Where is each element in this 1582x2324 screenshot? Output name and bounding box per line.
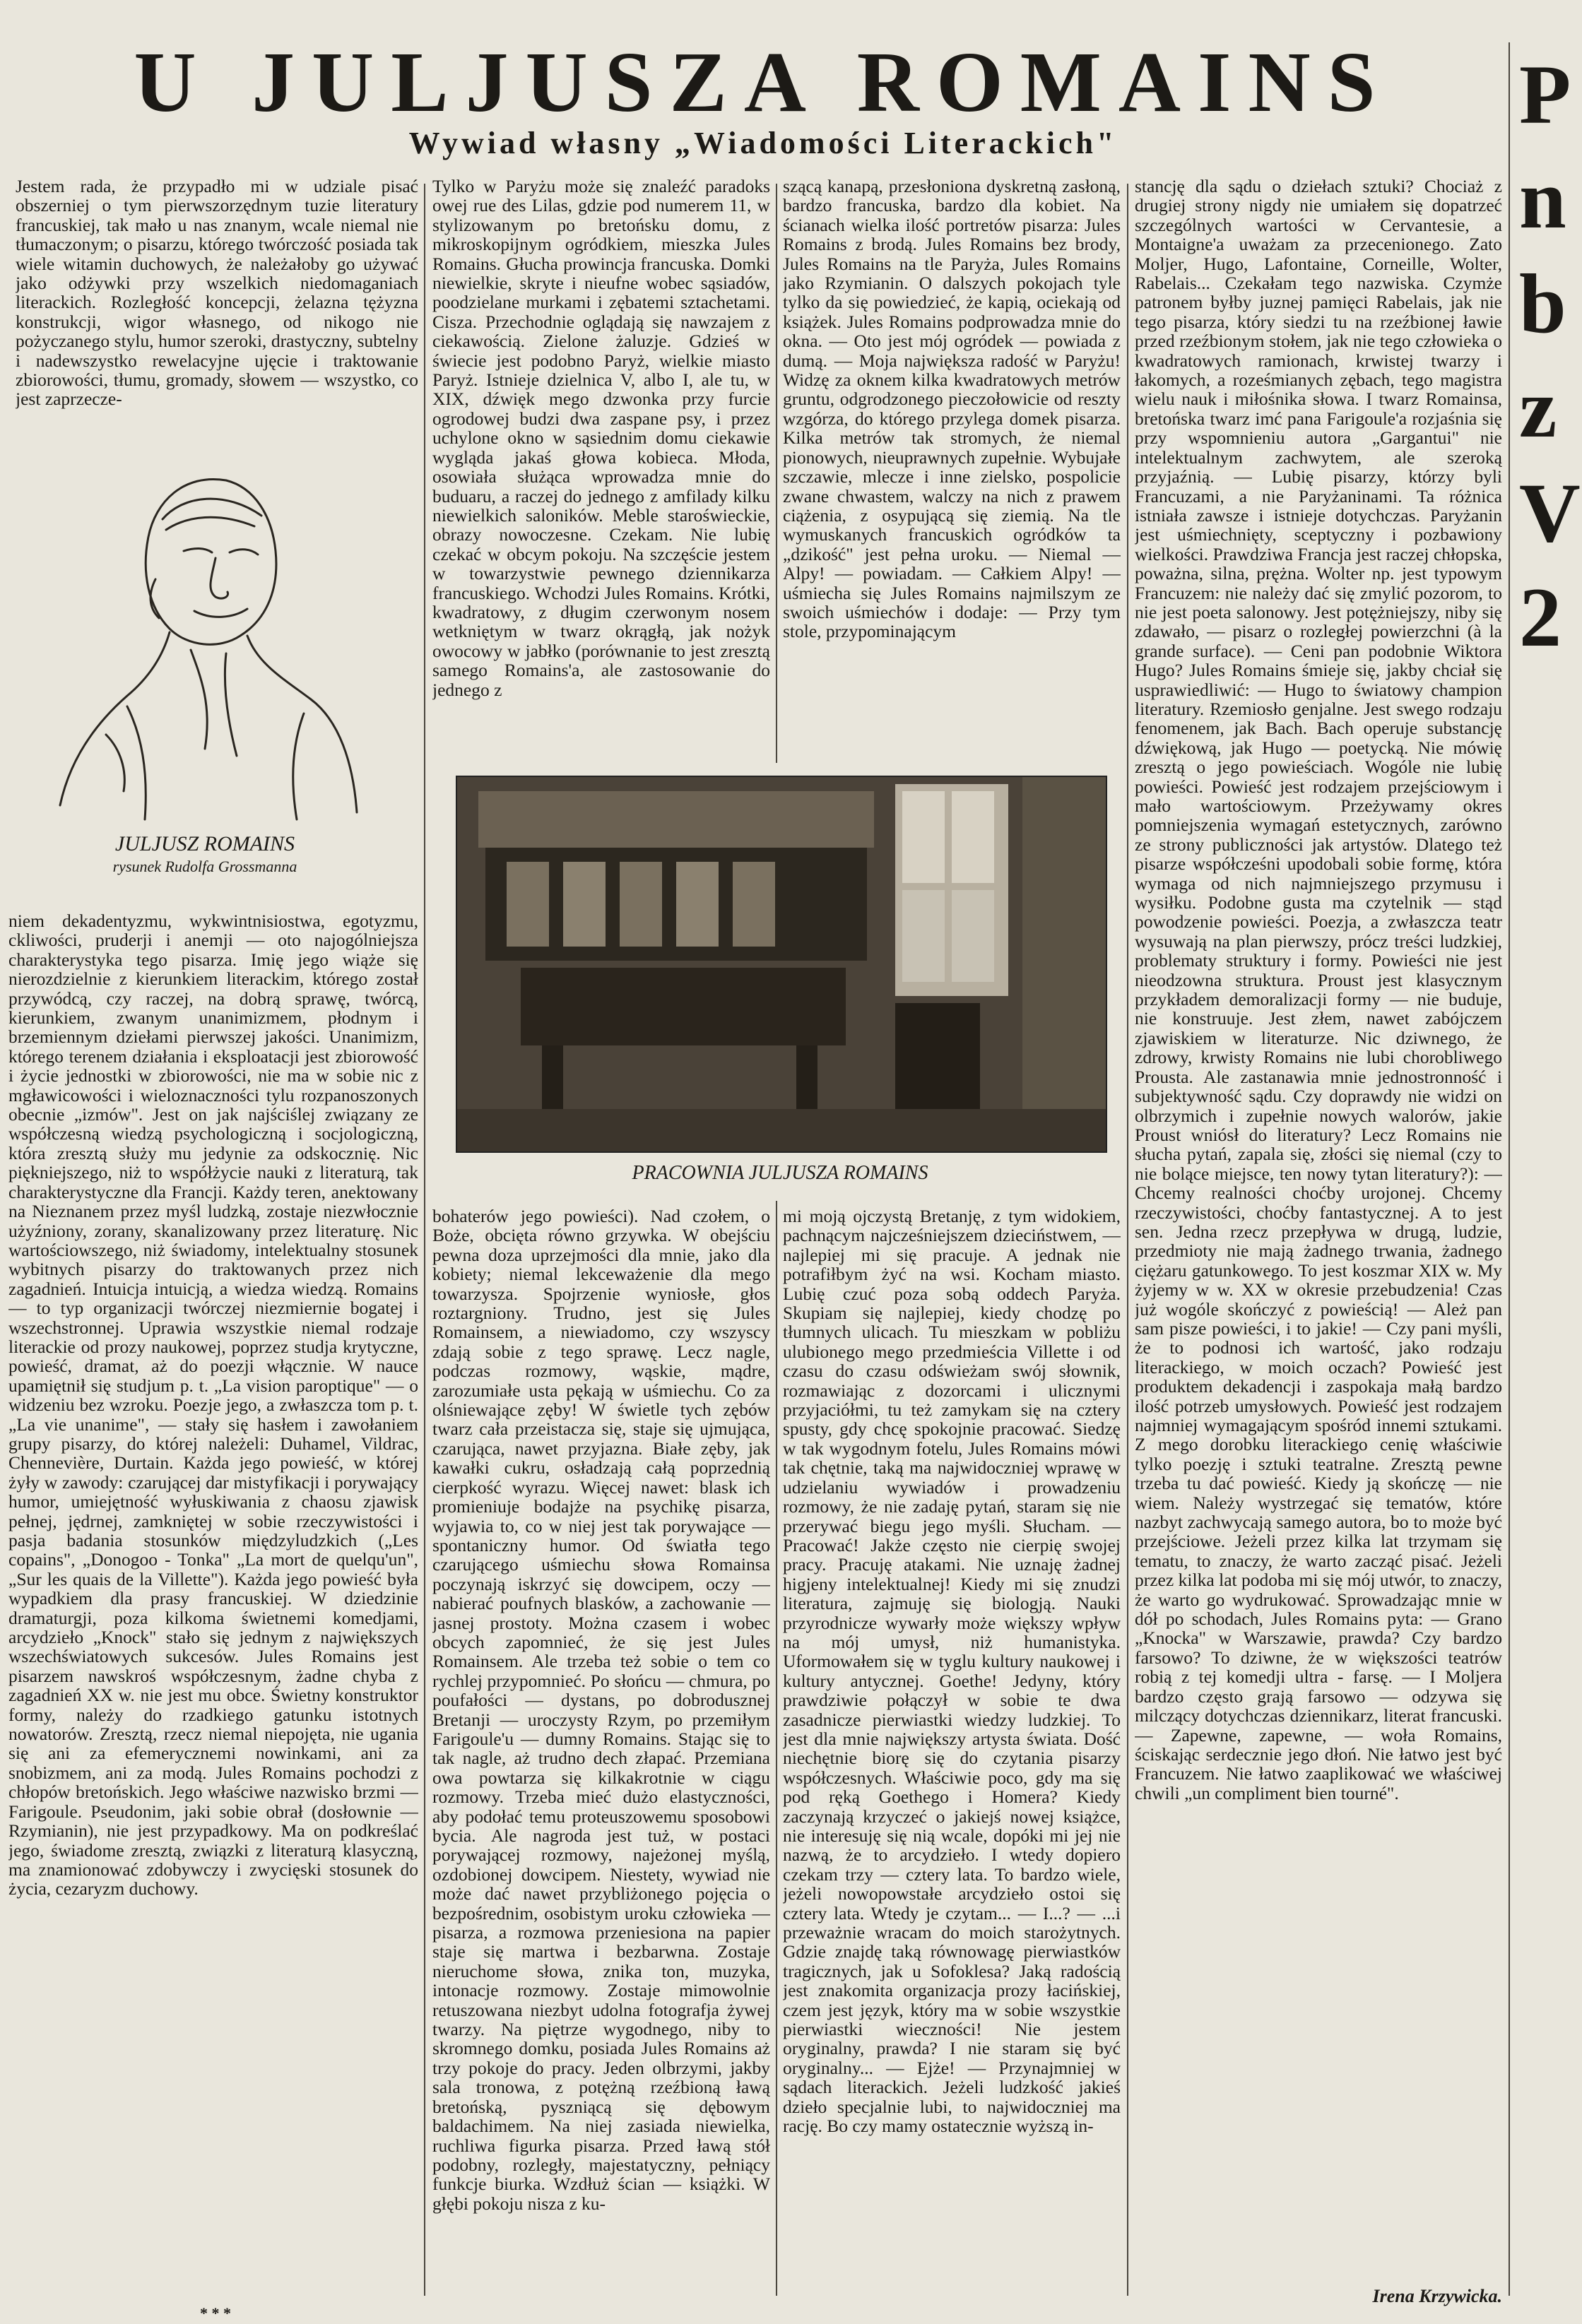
paragraph: Tylko w Paryżu może się znaleźć paradoks owej rue des Lilas, gdzie pod numerem 11, w stylizowanym po bretońsku domu, z mikroskopijnym ogródkiem, mieszka Jules Romains. Głucha prowincja francuska. Domki niewielkie, skryte i nieufne wobec sąsiadów, poodzielane murkami i zębatemi sztachetami. Cisza. Przechodnie oglądają się nawzajem z ciekawością. Zielone żaluzje. Gdzieś w świecie jest podobno Paryż, wielkie miasto Paryż. Istnieje dzielnica V, albo I, ale tu, w XIX, dźwięk mego dzwonka przy furcie ogrodowej budzi dwa zaspane psy, i przez uchylone okno w sąsiednim domu ciekawie wygląda jakaś głowa kobieca. Młoda, osowiała służąca wprowadza mnie do buduaru, a raczej do jednego z amfilady kilku niewielkich saloników. Meble staroświeckie, obrazy nowoczesne. Czekam. Nie lubię czekać w obcym pokoju. Na szczęście jestem w towarzystwie pewnego dziennikarza francuskiego. Wchodzi Jules Romains. Krótki, kwadratowy, z długim czerwonym nosem wetkniętym w twarz okrągłą, jak nożyk owocowy w jabłko (porównanie to jest zresztą samego Romains'a, ale zastosowanie do jednego z — [432, 177, 770, 700]
portrait-caption: JULJUSZ ROMAINS — [114, 832, 295, 855]
paragraph: bohaterów jego powieści). Nad czołem, o Boże, obcięta równo grzywka. W obejściu pewna doza uprzejmości dla mnie, jako dla kobiety; niemal lekceważenie dla mego towarzysza. Spojrzenie wyniosłe, głos roztargniony. Trudno, jest się Jules Romainsem, a niewiadomo, czy wszyscy zdają sobie z tego sprawę. Lecz nagle, podczas rozmowy, wąskie, mądre, zarozumiałe usta pękają w uśmiechu. Co za olśniewające zęby! W świetle tych zębów twarz cała przeistacza się, staje się ujmująca, czarująca, nawet przyjazna. Białe zęby, jak kawałki cukru, osładzają całą poprzednią cierpkość wyrazu. Więcej nawet: blask ich promieniuje bodajże na psychikę pisarza, wyjawia to, co w niej jest tak porywające — spontaniczny humor. Od światła tego czarującego uśmiechu słowa Romainsa poczynają iskrzyć się dowcipem, oczy — nabierać poufnych blasków, a zachowanie — jasnej prostoty. Można czasem i wobec obcych zapomnieć, że się jest Jules Romainsem. Ale trzeba też sobie o tem co rychlej przypomnieć. Po słońcu — chmura, po poufałości — dystans, po dobrodusznej Bretanji — uroczysty Rzym, po przemiłym Farigoule'u — dumny Romains. Stając się to tak nagle, aż trudno dech złapać. Przemiana owa powtarza się kilkakrotnie w ciągu rozmowy. Trzeba mieć dużo elastyczności, aby podołać temu proteuszowemu sposobowi bycia. Ale nagroda jest tuż, w postaci porywającej rozmowy, najeżonej myślą, ozdobionej dowcipem. Niestety, wywiad nie może dać nawet przybliżonego pojęcia o bezpośrednim, osobistym uroku człowieka — pisarza, a rozmowa przeniesiona na papier staje się martwa i bezbarwna. Zostaje nieruchome słowa, znika ton, muzyka, intonacje rozmowy. Zostaje mimowolnie retuszowana niezbyt udolna fotografja żywej twarzy. Na piętrze wygodnego, niby to skromnego domku, posiada Jules Romains aż trzy pokoje do pracy. Jeden olbrzymi, jakby sala tronowa, z potężną rzeźbioną ławą bretońską, pyszniącą się dębowym baldachimem. Na niej zasiada niewielka, ruchliwa figurka pisarza. Przed ławą stół podobny, rozległy, majestatyczny, pełniący funkcje biurka. Wzdłuż ścian — książki. W głębi pokoju nisza z ku- — [432, 1207, 770, 2214]
column-divider — [776, 1201, 777, 2296]
portrait-credit: rysunek Rudolfa Grossmanna — [112, 858, 297, 875]
edge-letter: z — [1519, 361, 1557, 455]
paragraph: niem dekadentyzmu, wykwintnisiostwa, egotyzmu, ckliwości, pruderji i anemji — oto najogólniejsza charakterystyka tego pisarza. Imię jego wiąże się nierozdzielnie z kierunkiem literackim, którego został przywódcą, czy raczej, na dobrą sprawę, twórcą, kierunkiem, zwanym unanimizmem, płodnym i brzemiennym dziełami pierwszej jakości. Unanimizm, którego terenem działania i eksploatacji jest zbiorowość i życie jednostki w zbiorowości, nie ma w sobie nic z mgławicowości i wieloznaczności tylu rozpanoszonych obecnie „izmów". Jest on jak najściślej związany ze współczesną wiedzą psychologiczną i socjologiczną, która zresztą służy mu jedynie za odskocznię. Nic piękniejszego, niż to współżycie nauki z literaturą, tak charakterystyczne dla Francji. Każdy teren, anektowany na Nieznanem przez myśl ludzką, zostaje niezwłocznie użyźniony, zorany, skanalizowany przez literaturę. Nic wartościowszego, niż świadomy, intelektualny stosunek wybitnych pisarzy do traktowanych przez nich zagadnień. Intuicja intuicją, a wiedza wiedzą. Romains — to typ organizacji twórczej niezmiernie bogatej i wszechstronnej. Uprawia wszystkie niemal rodzaje literackie od prozy naukowej, poprzez studja krytyczne, powieść, dramat, aż do poezji włącznie. W nauce upamiętnił się studjum p. t. „La vision paroptique" — o widzeniu bez wzroku. Poezje jego, a zwłaszcza tom p. t. „La vie unanime", — stały się hasłem i zawołaniem grupy pisarzy, do której należeli: Duhamel, Vildrac, Chennevière, Durtain. Każda jego powieść, w której żyły w zawody: czarującej dar mistyfikacji i porywający humor, umiejętność wyłuskiwania z chaosu zjawisk pełnej, jędrnej, zamkniętej w sobie rzeczywistości i pasja badania stosunków międzyludzkich („Les copains", „Donogoo - Tonka" „La mort de quelqu'un", „Sur les quais de la Villette"). Każda jego powieść była wypadkiem dla prasy francuskiej. W dziedzinie dramaturgji, poza kilkoma świetnemi komedjami, arcydzieło „Knock" stało się jednym z największych wszechświatowych sukcesów. Jules Romains jest pisarzem nawskroś współczesnym, żadne chyba z zagadnień XX w. nie jest mu obce. Świetny konstruktor formy, należy do rzadkiego gatunku istotnych nowatorów. Zresztą, rzecz niemal niepojęta, nie ugania się ani za efemerycznemi nowinkami, ani za snobizmem, ani za modą. Jules Romains pochodzi z chłopów bretońskich. Jego właściwe nazwisko brzmi — Farigoule. Pseudonim, jaki sobie obrał (dosłownie — Rzymianin), nie jest przypadkowy. Ma on podkreślać jego, świadome zresztą, związki z literaturą klasyczną, ma znamionować zdobywczy i zwycięski stosunek do życia, cezaryzm duchowy. — [8, 911, 418, 1899]
column-1-body — [8, 911, 418, 2275]
paragraph: Jestem rada, że przypadło mi w udziale pisać obszerniej o tym pierwszorzędnym tuzie literatury francuskiej, tak mało u nas znanym, wcale niemal nie tłumaczonym; o pisarzu, którego twórczość posiada tak wiele witamin duchowych, że należałoby go używać jako odżywki przy wszelkich niedomaganiach literackich. Rozległość koncepcji, żelazna tężyzna konstrukcji, wigor własnego, od nikogo nie pożyczanego stylu, humor szeroki, drastyczny, subtelny i nadewszystko rewelacyjne ujęcie i traktowanie zbiorowości, tłumu, gromady, słowem — wszystko, co jest zaprzecze- — [16, 177, 418, 410]
edge-letter: 2 — [1519, 570, 1562, 664]
photo-caption: PRACOWNIA JULJUSZA ROMAINS — [632, 1162, 928, 1184]
column-divider — [1509, 42, 1510, 2296]
edge-letter: V — [1519, 466, 1581, 559]
article-title: U JULJUSZA ROMAINS — [134, 35, 1393, 130]
edge-letter: b — [1519, 256, 1566, 350]
edge-letter: n — [1519, 152, 1566, 246]
edge-letter: P — [1519, 47, 1571, 141]
column-2-body — [432, 1207, 770, 2319]
portrait-sketch-icon — [42, 452, 367, 834]
column-3-body — [783, 1207, 1121, 2319]
column-divider — [424, 184, 425, 2296]
column-divider — [1127, 184, 1128, 2296]
column-divider — [776, 184, 777, 763]
portrait-drawing — [42, 452, 367, 834]
paragraph: mi moją ojczystą Bretanję, z tym widokiem, pachnącym najcześniejszem dzieciństwem, — najlepiej mi się pracuje. A jednak nie potrafiłbym żyć na wsi. Kocham miasto. Lubię czuć poza sobą oddech Paryża. Skupiam się najlepiej, kiedy chodzę po tłumnych ulicach. Tu mieszkam w pobliżu ulubionego mego przedmieścia Villette i od czasu do czasu odświeżam swój słownik, rozmawiając z dozorcami i ulicznymi przyjaciółmi, tu też zamykam się na cztery spusty, gdy chcę spokojnie pracować. Siedzę w tak wygodnym fotelu, Jules Romains mówi tak chętnie, taką ma najwidoczniej wprawę w udzielaniu wywiadów i prowadzeniu rozmowy, że nie zadaję pytań, staram się nie przerywać biegu jego myśli. Słucham. — Pracować! Jakże często nie cierpię swojej pracy. Pracuję atakami. Nie uznaję żadnej higjeny intelektualnej! Kiedy mi się znudzi literatura, zajmuję się biologją. Nauki przyrodnicze wywarły może większy wpływ na mój umysł, niż humanistyka. Uformowałem się w tyglu kultury naukowej i kultury antycznej. Goethe! Jedyny, który prawdziwie połączył w sobie te dwa zasadnicze pierwiastki wiedzy ludzkiej. To jest dla mnie największy artysta świata. Dość niechętnie biorę się do czytania pisarzy współczesnych. Właściwie poco, gdy ma się pod ręką Goethego i Homera? Kiedy zaczynają krzyczeć o jakiejś nowej książce, nie interesuję się nią wcale, dopóki mi jej nie nazwą, że to arcydzieło. I wtedy dopiero czekam trzy — cztery lata. To bardzo wiele, jeżeli nowopowstałe arcydzieło ostoi się cztery lata. Wtedy je czytam... — I...? — ...i przeważnie wracam do moich starożytnych. Gdzie znajdę taką równowagę pierwiastków tragicznych, jak u Sofoklesa? Jaką radością jest znakomita organizacja prozy łacińskiej, czem jest język, który ma w sobie wszystkie pierwiastki wieczności! Nie jestem oryginalny, prawda? I nie staram się być oryginalny... — Ejże! — Przynajmniej w sądach literackich. Jeżeli ludzkość jakieś dzieło specjalnie lubi, to najwidoczniej ma rację. Bo czy mamy ostatecznie wyższą in- — [783, 1207, 1121, 2137]
column-3-intro — [783, 177, 1121, 756]
article-subtitle: Wywiad własny „Wiadomości Literackich" — [408, 126, 1118, 160]
study-photo — [456, 776, 1107, 1153]
column-4-body — [1135, 177, 1502, 2280]
study-room-image — [457, 777, 1106, 1151]
author-signature: Irena Krzywicka. — [1372, 2286, 1502, 2306]
column-2-intro — [432, 177, 770, 756]
adjacent-column-fragment — [1519, 42, 1581, 670]
ornament: * * * — [200, 2304, 231, 2322]
paragraph: stancję dla sądu o dziełach sztuki? Chociaż z drugiej strony nigdy nie umiałem się dopatrzeć szczególnych wartości w Cervantesie, a Montaigne'a uważam za przecenionego. Zato Moljer, Hugo, Lafontaine, Corneille, Wolter, Rabelais... Czekałam tego nazwiska. Czymże patronem byłby juznej pamięci Rabelais, jak nie tego pisarza, który siedzi tu na rzeźbionej ławie przed rzeźbionym stołem, jak nie tego człowieka o kwadratowych ramionach, krwistej twarzy i łakomych, a roześmianych zębach, tego magistra wielu nauk i miłośnika słowa. I twarz Romainsa, bretońska twarz imć pana Farigoule'a rozjaśnia się przy wspomnieniu autora „Gargantui" nie intelektualnym zachwytem, ale szeroką przyjaźnią. — Lubię pisarzy, którzy byli Francuzami, a nie Paryżaninami. Ta różnica istniała zawsze i istnieje dotychczas. Paryżanin jest uśmiechnięty, sceptyczny i pozbawiony wielkości. Prawdziwa Francja jest raczej chłopska, poważna, silna, prężna. Wolter np. jest typowym Francuzem: nie należy dać się zmylić pozorom, to nie jest poeta salonowy. Jest potężniejszy, niby się zdawało, — pisarz o rozległej powierzchni (à la grande surface). — Ceni pan podobnie Wiktora Hugo? Jules Romains śmieje się, jakby chciał się usprawiedliwić: — Hugo to światowy champion literatury. Rzemiosło genjalne. Jest swego rodzaju fenomenem, jak Bach. Bach operuje substancję dźwiękową, jak Hugo — poetycką. Nie mówię zresztą o jego powieściach. Wogóle nie lubię powieści. Powieść jest rodzajem przejściowym i mało wartościowym. Przeżywamy okres pomniejszenia wymagań estetycznych, zarówno ze strony publiczności jak artystów. Dlatego też pisarze współcześni upodobali sobie formę, która wymaga od nich najmniejszego przymusu i wysiłku. Podobne gusta ma czytelnik — stąd powodzenie powieści. Poezja, a zwłaszcza teatr wysuwają na plan pierwszy, prócz treści ludzkiej, problematy struktury i formy. Powieści nie jest nieodzowna struktura. Proust jest klasycznym przykładem demoralizacji formy — nie buduje, nie konstruuje. Jest złem, nawet zabójczem zjawiskiem w literaturze. Nic dziwnego, że zdrowy, krwisty Romains nie lubi chorobliwego Prousta. Ale zastanawia mnie jednostronność i subjektywność sądu. Czy doprawdy nie widzi on olbrzymich i zupełnie nowych walorów, jakie Proust wniósł do literatury? Lecz Romains nie słucha pytań, zapala się, złości się niemal (czy to nie bolące miejsce, ten nowy tytan literatury?): — Chcemy realności choćby urojonej. Chcemy rzeczywistości, choćby fantastycznej. A to jest sen. Jedna rzecz przepływa w drugą, ludzie, przedmioty nie mają żadnego trwania, żadnego ciężaru gatunkowego. To jest koszmar XIX w. My żyjemy w w. XX w okresie przebudzenia! Czas już wogóle skończyć z powieścią! — Ależ pan sam pisze powieści, i to jakie! — Czy pani myśli, że to podnosi ich wartość, jako rodzaju literackiego, w moich oczach? Powieść jest produktem dekadencji i zaspokaja małą bardzo ilość potrzeb umysłowych. Powieść jest rodzajem najmniej wymagającym spośród innemi sztukami. Z mego dorobku literackiego cenię właściwie tylko poezję i sztuki teatralne. Zresztą pewne trzeba tu dać powieść. Kiedy ją skończę — nie wiem. Należy wystrzegać się tematów, które nazbyt zachwycają samego autora, bo to może być przejściowe. Jeżeli przez kilka lat trzymam się tematu, to znaczy, że warto zacząć pisać. Jeżeli przez kilka lat podoba mi się mój utwór, to znaczy, że warto go wydrukować. Sprowadzając mnie w dół po schodach, Jules Romains pyta: — Grano „Knocka" w Warszawie, prawda? Czy bardzo farsowo? To dziwne, że w większości teatrów robią z tej komedji ultra - farsę. — I Moljera bardzo często grają farsowo — odzywa się milczący dotychczas dziennikarz, literat francuski. — Zapewne, zapewne, — woła Romains, ściskając serdecznie jego dłoń. Nie łatwo jest być Francuzem. Nie łatwo zaaplikować we właściwej chwili „un compliment bien tourné". — [1135, 177, 1502, 1803]
paragraph: szącą kanapą, przesłoniona dyskretną zasłoną, bardzo francuska, bardzo dla kobiet. Na ścianach wielka ilość portretów pisarza: Jules Romains z brodą. Jules Romains bez brody, Jules Romains na tle Paryża, Jules Romains jako Rzymianin. O dalszych pokojach tyle tylko da się powiedzieć, że kapią, ociekają od książek. Jules Romains podprowadza mnie do okna. — Oto jest mój ogródek — powiada z dumą. — Moja największa radość w Paryżu! Widzę za oknem kilka kwadratowych metrów gruntu, odgrodzonego pieczołowicie od reszty wzgórza, do którego przylega domek pisarza. Kilka metrów tak stromych, że niemal pionowych, nieuprawnych zupełnie. Wybujałe szczawie, mlecze i inne zielsko, pospolicie zwane chwastem, walczy na nich z prawem ciążenia, z osypującą się ziemią. Na tle wymuskanych francuskich ogródków ta „dzikość" jest pełna uroku. — Niemal — Alpy! — powiadam. — Całkiem Alpy! — uśmiecha się Jules Romains najmilszym ze swoich uśmiechów i dodaje: — Przy tym stole, przypominającym — [783, 177, 1121, 642]
